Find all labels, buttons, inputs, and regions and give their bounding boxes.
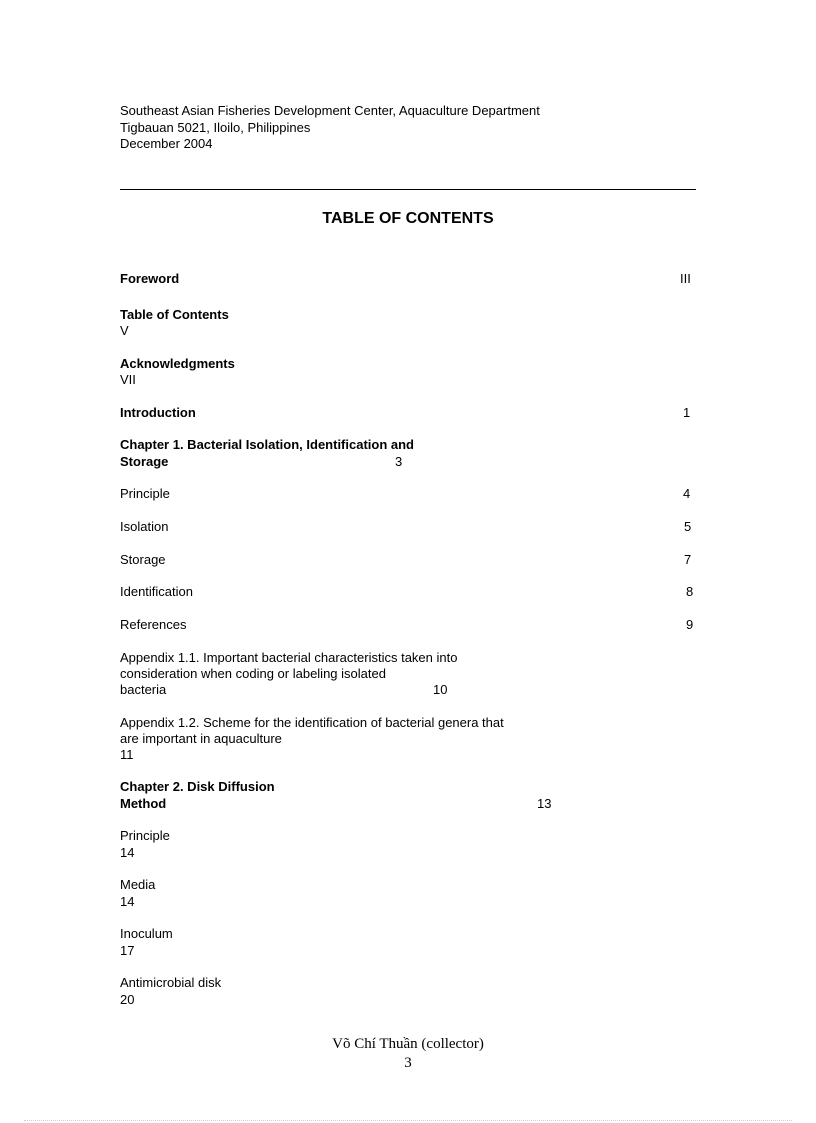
toc-entry-label: Storage: [120, 454, 169, 469]
toc-title: TABLE OF CONTENTS: [322, 210, 494, 227]
toc-entry-label: Appendix 1.2. Scheme for the identification of bacterial genera that: [120, 715, 504, 730]
toc-entry-label: Table of Contents: [120, 307, 229, 322]
header-date: December 2004: [120, 136, 213, 151]
header-address: Tigbauan 5021, Iloilo, Philippines: [120, 120, 311, 135]
toc-entry-page: 3: [395, 454, 403, 469]
toc-entry-label: Appendix 1.1. Important bacterial characteristics taken into: [120, 650, 458, 665]
toc-entry-page: III: [680, 271, 691, 286]
toc-entry-page: 10: [433, 682, 448, 697]
footer-collector: Võ Chí Thuần (collector): [332, 1036, 484, 1052]
toc-entry-label: Isolation: [120, 519, 169, 534]
toc-entry-page: 1: [683, 405, 691, 420]
toc-entry-page: 7: [684, 552, 692, 567]
toc-entry-page: V: [120, 323, 129, 338]
toc-entry-label: Storage: [120, 552, 166, 567]
toc-entry-label: consideration when coding or labeling isolated: [120, 666, 386, 681]
toc-entry-page: 11: [120, 747, 134, 762]
toc-entry-label: Antimicrobial disk: [120, 975, 222, 990]
toc-entry-label: Method: [120, 796, 167, 811]
toc-entry-page: 8: [686, 584, 694, 599]
toc-entry-page: 14: [120, 845, 135, 860]
toc-entry-label: Identification: [120, 584, 193, 599]
toc-entry-page: 4: [683, 486, 691, 501]
toc-entry-label: Introduction: [120, 405, 196, 420]
toc-entry-label: Chapter 1. Bacterial Isolation, Identification and: [120, 437, 414, 452]
toc-entry-label: Acknowledgments: [120, 356, 235, 371]
toc-entry-label: Principle: [120, 486, 170, 501]
toc-entry-page: VII: [120, 372, 136, 387]
footer-page-number: 3: [404, 1055, 412, 1071]
toc-entry-label: Media: [120, 877, 156, 892]
toc-entry-page: 13: [537, 796, 552, 811]
toc-entry-page: 17: [120, 943, 135, 958]
toc-entry-label: Principle: [120, 828, 170, 843]
toc-entry-label: Inoculum: [120, 926, 173, 941]
toc-entry-label: Foreword: [120, 271, 180, 286]
header-organization: Southeast Asian Fisheries Development Center, Aquaculture Department: [120, 103, 540, 118]
toc-entry-page: 20: [120, 992, 135, 1007]
toc-entry-label: are important in aquaculture: [120, 731, 282, 746]
toc-entry-label: Chapter 2. Disk Diffusion: [120, 779, 275, 794]
toc-entry-label: bacteria: [120, 682, 167, 697]
toc-entry-label: References: [120, 617, 187, 632]
page-bottom-border: [24, 1120, 792, 1121]
toc-entry-page: 9: [686, 617, 694, 632]
horizontal-rule: [120, 189, 696, 190]
toc-entry-page: 14: [120, 894, 135, 909]
toc-entry-page: 5: [684, 519, 692, 534]
